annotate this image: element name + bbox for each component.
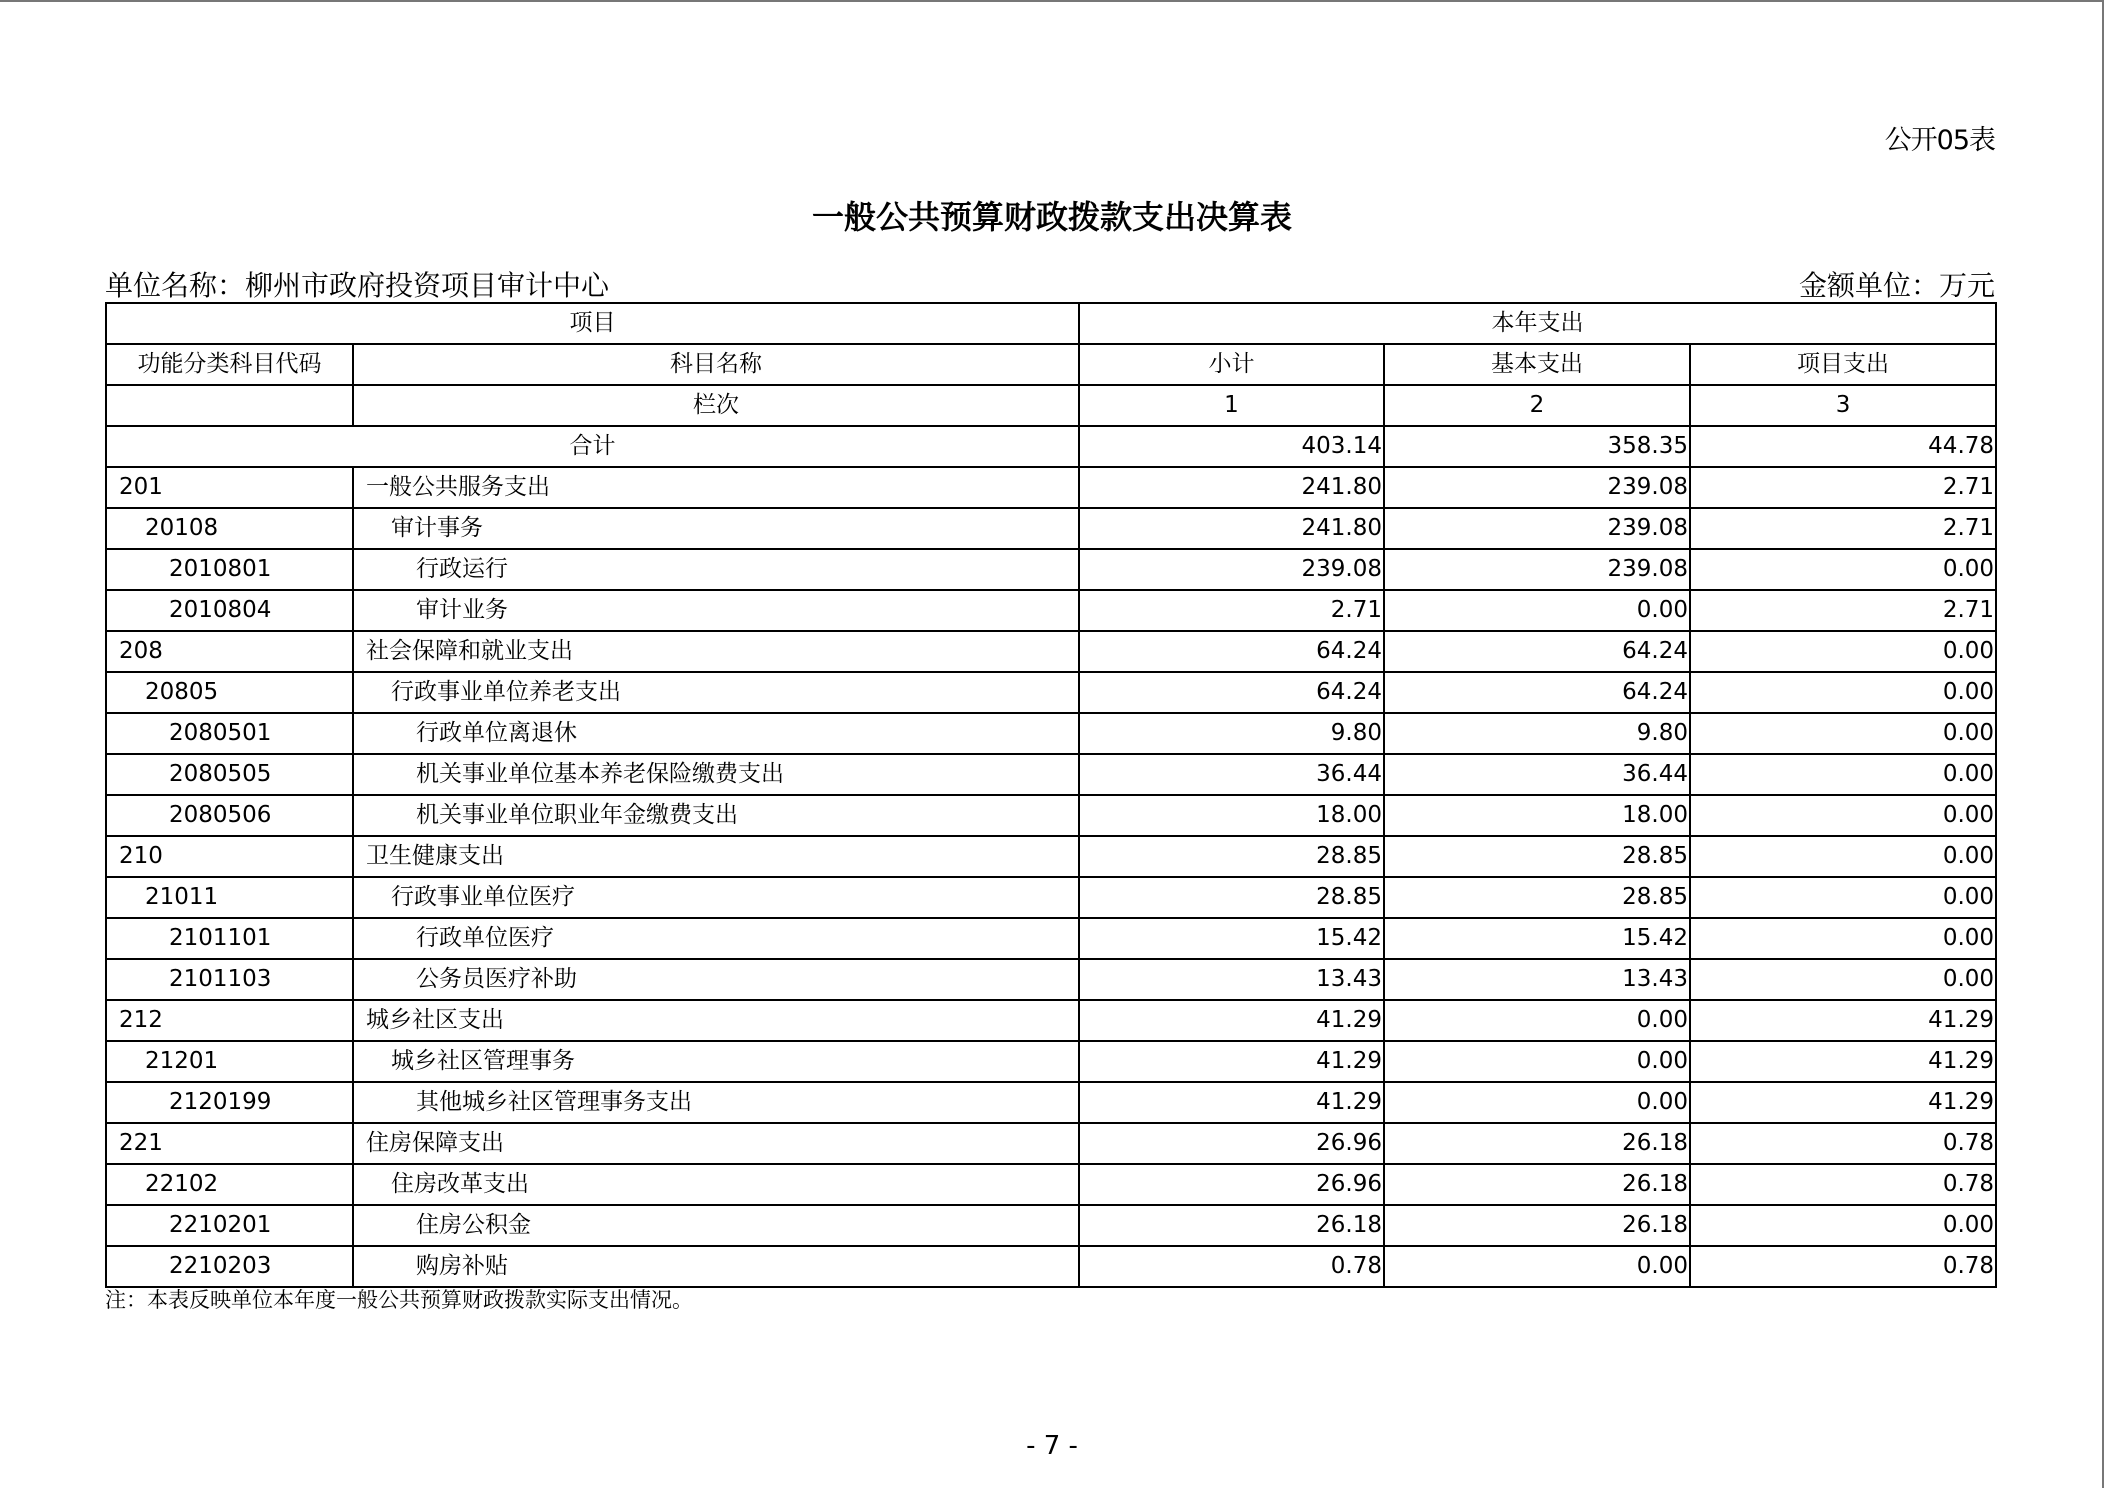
cell-code: 2120199 bbox=[106, 1082, 353, 1123]
total-project: 44.78 bbox=[1690, 426, 1996, 467]
cell-project: 0.78 bbox=[1690, 1123, 1996, 1164]
cell-basic: 239.08 bbox=[1384, 549, 1690, 590]
table-note: 注：本表反映单位本年度一般公共预算财政拨款实际支出情况。 bbox=[105, 1288, 693, 1312]
column-index-row bbox=[106, 385, 1996, 426]
group-header-item: 项目 bbox=[106, 303, 1079, 344]
cell-basic: 28.85 bbox=[1384, 836, 1690, 877]
table-row bbox=[106, 959, 1996, 1000]
cell-subtotal: 28.85 bbox=[1079, 836, 1384, 877]
column-index-3: 3 bbox=[1690, 385, 1996, 426]
cell-subtotal: 15.42 bbox=[1079, 918, 1384, 959]
cell-code: 21201 bbox=[106, 1041, 353, 1082]
cell-name: 一般公共服务支出 bbox=[353, 467, 1079, 508]
cell-subtotal: 26.18 bbox=[1079, 1205, 1384, 1246]
cell-code: 22102 bbox=[106, 1164, 353, 1205]
column-header-name: 科目名称 bbox=[353, 344, 1079, 385]
cell-subtotal: 26.96 bbox=[1079, 1123, 1384, 1164]
cell-subtotal: 36.44 bbox=[1079, 754, 1384, 795]
cell-subtotal: 2.71 bbox=[1079, 590, 1384, 631]
cell-name: 城乡社区管理事务 bbox=[353, 1041, 1079, 1082]
cell-code: 2080506 bbox=[106, 795, 353, 836]
cell-code: 20108 bbox=[106, 508, 353, 549]
cell-basic: 15.42 bbox=[1384, 918, 1690, 959]
table-row bbox=[106, 877, 1996, 918]
cell-name: 审计业务 bbox=[353, 590, 1079, 631]
cell-subtotal: 64.24 bbox=[1079, 672, 1384, 713]
cell-project: 0.00 bbox=[1690, 877, 1996, 918]
cell-basic: 13.43 bbox=[1384, 959, 1690, 1000]
cell-basic: 239.08 bbox=[1384, 467, 1690, 508]
cell-name: 行政单位医疗 bbox=[353, 918, 1079, 959]
cell-code: 2101101 bbox=[106, 918, 353, 959]
cell-basic: 9.80 bbox=[1384, 713, 1690, 754]
total-basic: 358.35 bbox=[1384, 426, 1690, 467]
cell-basic: 0.00 bbox=[1384, 1246, 1690, 1287]
cell-name: 购房补贴 bbox=[353, 1246, 1079, 1287]
cell-name: 机关事业单位基本养老保险缴费支出 bbox=[353, 754, 1079, 795]
table-row bbox=[106, 1041, 1996, 1082]
cell-name: 行政运行 bbox=[353, 549, 1079, 590]
cell-name: 行政单位离退休 bbox=[353, 713, 1079, 754]
unit-name: 单位名称：柳州市政府投资项目审计中心 bbox=[105, 269, 610, 302]
cell-project: 0.00 bbox=[1690, 754, 1996, 795]
cell-project: 0.00 bbox=[1690, 959, 1996, 1000]
cell-name: 社会保障和就业支出 bbox=[353, 631, 1079, 672]
group-header-current-year: 本年支出 bbox=[1079, 303, 1996, 344]
group-header-row bbox=[106, 303, 1996, 344]
column-index-2: 2 bbox=[1384, 385, 1690, 426]
table-body bbox=[106, 303, 1996, 1287]
cell-basic: 36.44 bbox=[1384, 754, 1690, 795]
table-row bbox=[106, 1000, 1996, 1041]
form-code: 公开05表 bbox=[1884, 125, 1995, 156]
column-index-1: 1 bbox=[1079, 385, 1384, 426]
table-row bbox=[106, 508, 1996, 549]
cell-subtotal: 18.00 bbox=[1079, 795, 1384, 836]
table-row bbox=[106, 713, 1996, 754]
cell-code: 2080505 bbox=[106, 754, 353, 795]
column-header-project: 项目支出 bbox=[1690, 344, 1996, 385]
cell-name: 行政事业单位医疗 bbox=[353, 877, 1079, 918]
cell-subtotal: 241.80 bbox=[1079, 508, 1384, 549]
cell-subtotal: 241.80 bbox=[1079, 467, 1384, 508]
cell-code: 208 bbox=[106, 631, 353, 672]
table-row bbox=[106, 1246, 1996, 1287]
cell-name: 卫生健康支出 bbox=[353, 836, 1079, 877]
cell-basic: 0.00 bbox=[1384, 590, 1690, 631]
cell-code: 221 bbox=[106, 1123, 353, 1164]
cell-project: 41.29 bbox=[1690, 1041, 1996, 1082]
cell-code: 2010804 bbox=[106, 590, 353, 631]
column-header-subtotal: 小计 bbox=[1079, 344, 1384, 385]
cell-subtotal: 26.96 bbox=[1079, 1164, 1384, 1205]
table-row bbox=[106, 836, 1996, 877]
cell-project: 0.00 bbox=[1690, 1205, 1996, 1246]
cell-code: 2101103 bbox=[106, 959, 353, 1000]
cell-subtotal: 239.08 bbox=[1079, 549, 1384, 590]
cell-code: 210 bbox=[106, 836, 353, 877]
amount-unit: 金额单位：万元 bbox=[1798, 269, 1995, 302]
cell-project: 41.29 bbox=[1690, 1000, 1996, 1041]
cell-name: 行政事业单位养老支出 bbox=[353, 672, 1079, 713]
cell-subtotal: 41.29 bbox=[1079, 1000, 1384, 1041]
table-row bbox=[106, 1205, 1996, 1246]
cell-subtotal: 64.24 bbox=[1079, 631, 1384, 672]
column-header-basic: 基本支出 bbox=[1384, 344, 1690, 385]
total-subtotal: 403.14 bbox=[1079, 426, 1384, 467]
cell-code: 21011 bbox=[106, 877, 353, 918]
table-row bbox=[106, 795, 1996, 836]
total-label: 合计 bbox=[106, 426, 1079, 467]
cell-name: 其他城乡社区管理事务支出 bbox=[353, 1082, 1079, 1123]
cell-code: 201 bbox=[106, 467, 353, 508]
column-index-label: 栏次 bbox=[353, 385, 1079, 426]
cell-basic: 64.24 bbox=[1384, 672, 1690, 713]
page-number: - 7 - bbox=[1026, 1431, 1078, 1461]
cell-project: 0.00 bbox=[1690, 631, 1996, 672]
page-title: 一般公共预算财政拨款支出决算表 bbox=[811, 198, 1292, 236]
cell-basic: 18.00 bbox=[1384, 795, 1690, 836]
cell-project: 0.00 bbox=[1690, 713, 1996, 754]
cell-name: 机关事业单位职业年金缴费支出 bbox=[353, 795, 1079, 836]
table-row bbox=[106, 467, 1996, 508]
table-row bbox=[106, 1082, 1996, 1123]
column-header-code: 功能分类科目代码 bbox=[106, 344, 353, 385]
table-row bbox=[106, 918, 1996, 959]
cell-subtotal: 9.80 bbox=[1079, 713, 1384, 754]
cell-name: 住房保障支出 bbox=[353, 1123, 1079, 1164]
cell-code: 212 bbox=[106, 1000, 353, 1041]
cell-project: 0.00 bbox=[1690, 836, 1996, 877]
cell-basic: 64.24 bbox=[1384, 631, 1690, 672]
table-row bbox=[106, 672, 1996, 713]
cell-project: 2.71 bbox=[1690, 590, 1996, 631]
cell-basic: 0.00 bbox=[1384, 1082, 1690, 1123]
table-row bbox=[106, 590, 1996, 631]
table-row bbox=[106, 1123, 1996, 1164]
table-row bbox=[106, 549, 1996, 590]
cell-project: 0.00 bbox=[1690, 918, 1996, 959]
cell-basic: 28.85 bbox=[1384, 877, 1690, 918]
total-row bbox=[106, 426, 1996, 467]
cell-project: 0.78 bbox=[1690, 1164, 1996, 1205]
cell-project: 0.00 bbox=[1690, 672, 1996, 713]
cell-name: 城乡社区支出 bbox=[353, 1000, 1079, 1041]
cell-project: 0.78 bbox=[1690, 1246, 1996, 1287]
cell-basic: 0.00 bbox=[1384, 1041, 1690, 1082]
cell-subtotal: 0.78 bbox=[1079, 1246, 1384, 1287]
cell-name: 公务员医疗补助 bbox=[353, 959, 1079, 1000]
table-row bbox=[106, 1164, 1996, 1205]
cell-subtotal: 28.85 bbox=[1079, 877, 1384, 918]
column-index-empty bbox=[106, 385, 353, 426]
column-header-row bbox=[106, 344, 1996, 385]
cell-project: 41.29 bbox=[1690, 1082, 1996, 1123]
cell-subtotal: 41.29 bbox=[1079, 1041, 1384, 1082]
cell-basic: 26.18 bbox=[1384, 1205, 1690, 1246]
cell-basic: 239.08 bbox=[1384, 508, 1690, 549]
cell-code: 20805 bbox=[106, 672, 353, 713]
cell-basic: 26.18 bbox=[1384, 1164, 1690, 1205]
cell-code: 2010801 bbox=[106, 549, 353, 590]
cell-code: 2210201 bbox=[106, 1205, 353, 1246]
cell-name: 住房公积金 bbox=[353, 1205, 1079, 1246]
cell-project: 2.71 bbox=[1690, 467, 1996, 508]
table-row bbox=[106, 754, 1996, 795]
cell-subtotal: 13.43 bbox=[1079, 959, 1384, 1000]
expenditure-table bbox=[105, 302, 1997, 1288]
cell-project: 0.00 bbox=[1690, 795, 1996, 836]
cell-basic: 26.18 bbox=[1384, 1123, 1690, 1164]
cell-subtotal: 41.29 bbox=[1079, 1082, 1384, 1123]
cell-name: 审计事务 bbox=[353, 508, 1079, 549]
cell-code: 2210203 bbox=[106, 1246, 353, 1287]
page-border-top bbox=[0, 0, 2104, 2]
table-row bbox=[106, 631, 1996, 672]
cell-project: 0.00 bbox=[1690, 549, 1996, 590]
cell-name: 住房改革支出 bbox=[353, 1164, 1079, 1205]
cell-project: 2.71 bbox=[1690, 508, 1996, 549]
cell-code: 2080501 bbox=[106, 713, 353, 754]
cell-basic: 0.00 bbox=[1384, 1000, 1690, 1041]
